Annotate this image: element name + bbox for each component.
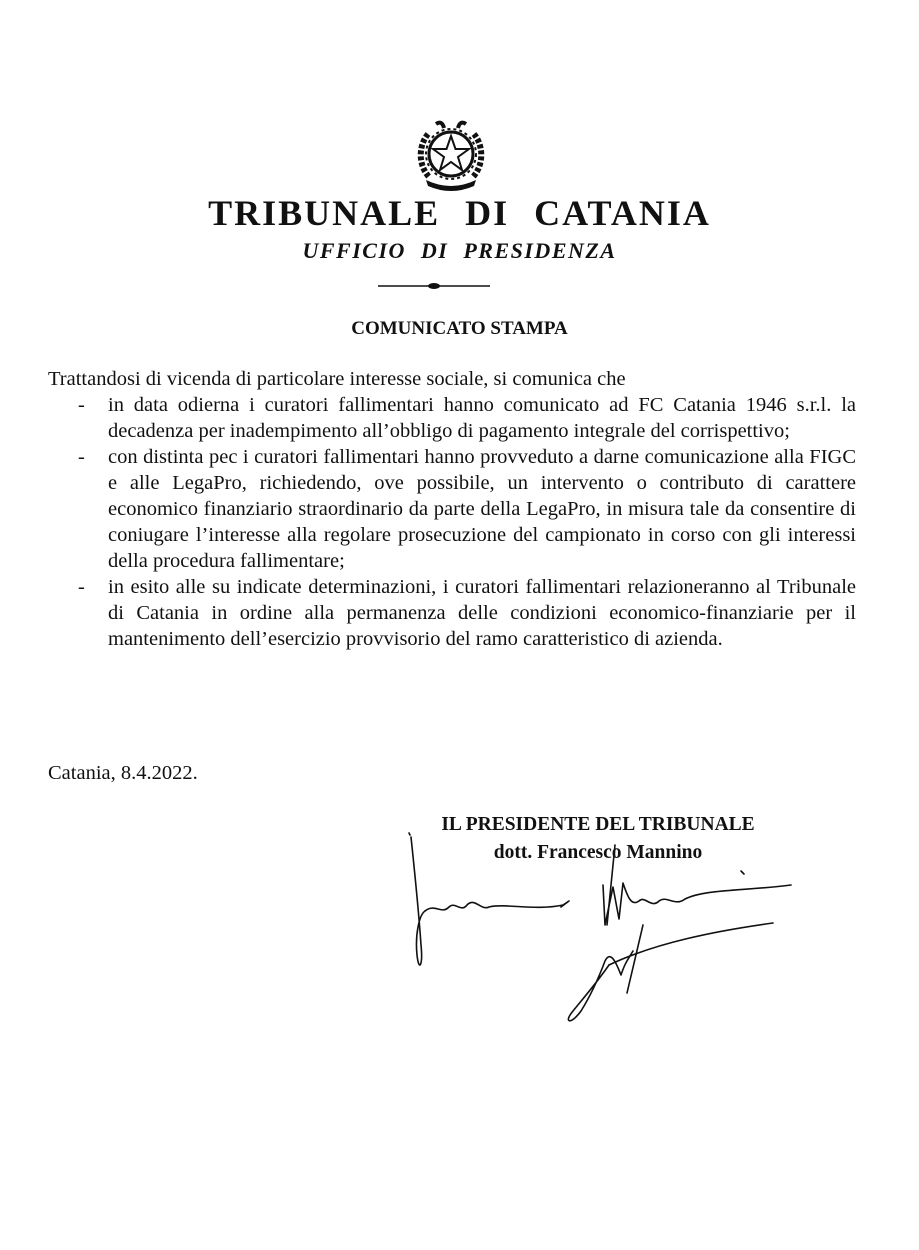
list-item — [48, 392, 868, 444]
bullet-dash: - — [78, 576, 85, 598]
signatory-name: dott. Francesco Mannino — [493, 842, 703, 863]
italian-republic-emblem-icon — [414, 116, 488, 192]
intro-paragraph: Trattandosi di vicenda di particolare interesse sociale, si comunica che — [48, 368, 626, 390]
list-item-text: in data odierna i curatori fallimentari hanno comunicato ad FC Catania 1946 s.r.l. la decadenza per inadempimento all’obbligo di pagamento integrale del corrispettivo; — [108, 394, 856, 442]
bullet-dash: - — [78, 446, 85, 468]
list-item — [48, 444, 868, 574]
list-item-text: in esito alle su indicate determinazioni, i curatori fallimentari relazioneranno al Tribunale di Catania in ordine alla permanenza delle condizioni economico-finanziarie per il mantenimento dell’esercizio provvisorio del ramo caratteristico di azienda. — [108, 576, 856, 650]
press-release-body — [48, 366, 868, 652]
list-item — [48, 574, 868, 652]
signatory-title: IL PRESIDENTE DEL TRIBUNALE — [441, 814, 755, 835]
date-line: Catania, 8.4.2022. — [48, 762, 198, 784]
office-subtitle: UFFICIO DI PRESIDENZA — [302, 238, 617, 263]
press-release-heading: COMUNICATO STAMPA — [351, 318, 568, 339]
bullet-dash: - — [78, 394, 85, 416]
announcement-list — [48, 392, 868, 652]
court-title: TRIBUNALE DI CATANIA — [208, 193, 711, 233]
list-item-text: con distinta pec i curatori fallimentari hanno provveduto a darne comunicazione alla FIGC e alle LegaPro, richiedendo, ove possibile, un intervento o contributo di carattere economico finanziario straordinario da parte della LegaPro, in misura tale da consentire di coniugare l’interesse alla regolare prosecuzione del campionato in corso con gli interessi della procedura fallimentare; — [108, 446, 856, 572]
ornamental-divider — [378, 276, 490, 282]
